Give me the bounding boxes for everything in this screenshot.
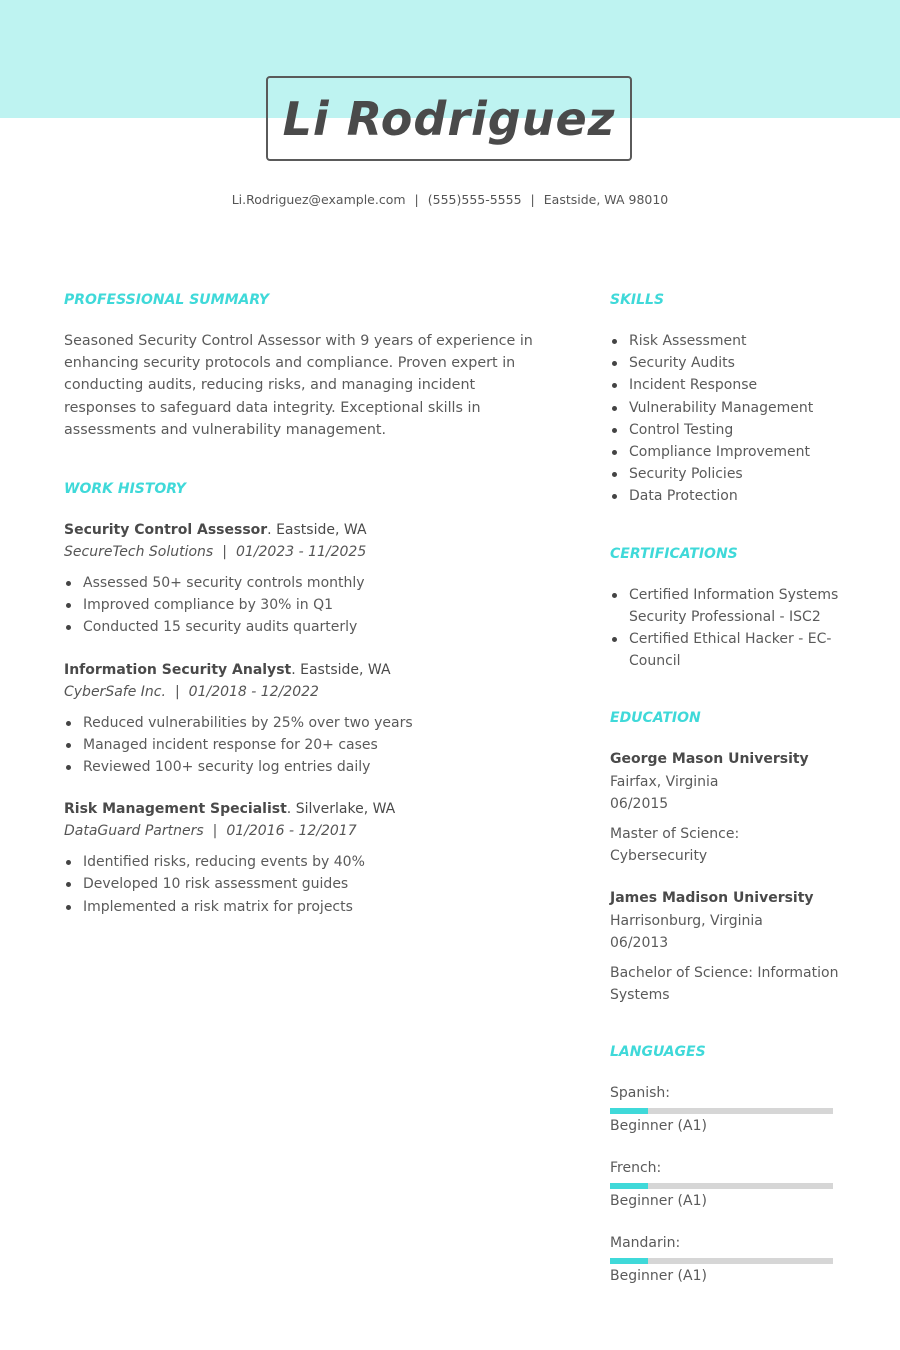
separator: | [174, 683, 180, 700]
skill-item: Vulnerability Management [610, 397, 840, 419]
job-entry [64, 798, 544, 918]
job-title-line [64, 519, 544, 541]
language-proficiency-bar [610, 1108, 833, 1114]
certifications-section [610, 544, 840, 673]
language-name: Mandarin: [610, 1235, 681, 1252]
language-level: Beginner (A1) [610, 1268, 707, 1285]
work-history-title: WORK HISTORY [64, 481, 186, 498]
job-company-line [64, 820, 544, 842]
job-company: CyberSafe Inc. [64, 683, 166, 700]
education-degree: Bachelor of Science: Information Systems [610, 965, 839, 1004]
summary-title: PROFESSIONAL SUMMARY [64, 292, 269, 308]
language-level: Beginner (A1) [610, 1118, 707, 1135]
language-proficiency-bar [610, 1183, 833, 1189]
contact-phone: (555)555-5555 [427, 192, 522, 207]
main-column [64, 290, 544, 918]
education-entry [610, 748, 840, 867]
languages-section [610, 1042, 840, 1287]
skill-item: Data Protection [610, 485, 840, 507]
language-proficiency-fill [610, 1108, 648, 1114]
skill-item: Incident Response [610, 374, 840, 396]
contact-email[interactable]: Li.Rodriguez@example.com [231, 192, 406, 207]
summary-text: Seasoned Security Control Assessor with 9 years of experience in enhancing security protocols and compliance. Proven expert in conducting audits, reducing risks, and managing incident responses to safeguard data integrity. Exceptional skills in assessments and vulnerability management. [64, 333, 533, 438]
language-entry [610, 1157, 840, 1212]
language-level: Beginner (A1) [610, 1193, 707, 1210]
job-company: SecureTech Solutions [64, 544, 214, 561]
education-date: 06/2015 [610, 795, 669, 812]
job-company: DataGuard Partners [64, 823, 204, 840]
contact-line [0, 192, 900, 207]
job-bullet: Improved compliance by 30% in Q1 [64, 594, 544, 616]
language-name: Spanish: [610, 1085, 670, 1102]
skills-title: SKILLS [610, 292, 665, 308]
education-section [610, 708, 840, 1006]
certifications-title: CERTIFICATIONS [610, 545, 738, 562]
job-company-line [64, 541, 544, 563]
job-title-line [64, 798, 544, 820]
certification-item: Certified Information Systems Security Professional - ISC2 [610, 584, 840, 628]
education-school: George Mason University [610, 751, 809, 768]
skills-list [610, 330, 840, 508]
candidate-name: Li Rodriguez [282, 91, 616, 146]
job-bullet: Assessed 50+ security controls monthly [64, 572, 544, 594]
education-date: 06/2013 [610, 934, 669, 951]
languages-title: LANGUAGES [610, 1044, 706, 1061]
job-bullet: Reduced vulnerabilities by 25% over two years [64, 712, 544, 734]
separator: | [414, 192, 419, 207]
separator: | [222, 544, 227, 561]
education-location: Harrisonburg, Virginia [610, 912, 763, 929]
education-location: Fairfax, Virginia [610, 773, 719, 790]
language-name: French: [610, 1160, 662, 1177]
job-bullet: Conducted 15 security audits quarterly [64, 616, 544, 638]
work-history-section [64, 479, 544, 918]
job-bullets [64, 712, 544, 779]
education-entry [610, 887, 840, 1006]
separator: | [212, 823, 218, 840]
skill-item: Security Audits [610, 352, 840, 374]
skills-section [610, 290, 840, 508]
job-bullet: Implemented a risk matrix for projects [64, 896, 544, 918]
job-dates: 01/2016 - 12/2017 [226, 823, 357, 840]
language-entry [610, 1082, 840, 1137]
job-bullets [64, 572, 544, 639]
certifications-list [610, 584, 840, 673]
job-role: Security Control Assessor [64, 522, 268, 539]
job-title-line [64, 659, 544, 681]
education-school: James Madison University [610, 890, 814, 907]
language-entry [610, 1232, 840, 1287]
skill-item: Security Policies [610, 463, 840, 485]
skill-item: Control Testing [610, 419, 840, 441]
separator: | [530, 192, 535, 207]
job-company-line [64, 681, 544, 703]
job-entry [64, 659, 544, 779]
job-role: Risk Management Specialist [64, 801, 287, 818]
job-bullet: Developed 10 risk assessment guides [64, 873, 544, 895]
language-proficiency-bar [610, 1258, 833, 1264]
side-column [610, 290, 840, 1287]
job-location: . Silverlake, WA [286, 801, 396, 818]
language-proficiency-fill [610, 1258, 648, 1264]
job-entry [64, 519, 544, 639]
education-degree: Master of Science: Cybersecurity [610, 826, 740, 865]
job-bullet: Identified risks, reducing events by 40% [64, 851, 544, 873]
job-bullets [64, 851, 544, 918]
job-dates: 01/2023 - 11/2025 [235, 544, 367, 561]
job-bullet: Reviewed 100+ security log entries daily [64, 756, 544, 778]
skill-item: Risk Assessment [610, 330, 840, 352]
job-role: Information Security Analyst [64, 661, 292, 678]
name-box [266, 76, 632, 161]
contact-location: Eastside, WA 98010 [543, 192, 669, 207]
job-location: . Eastside, WA [267, 522, 367, 539]
education-title: EDUCATION [610, 710, 701, 727]
certification-item: Certified Ethical Hacker - EC-Council [610, 628, 840, 672]
language-proficiency-fill [610, 1183, 648, 1189]
job-bullet: Managed incident response for 20+ cases [64, 734, 544, 756]
job-dates: 01/2018 - 12/2022 [188, 683, 319, 700]
skill-item: Compliance Improvement [610, 441, 840, 463]
summary-section [64, 290, 544, 441]
job-location: . Eastside, WA [291, 661, 391, 678]
